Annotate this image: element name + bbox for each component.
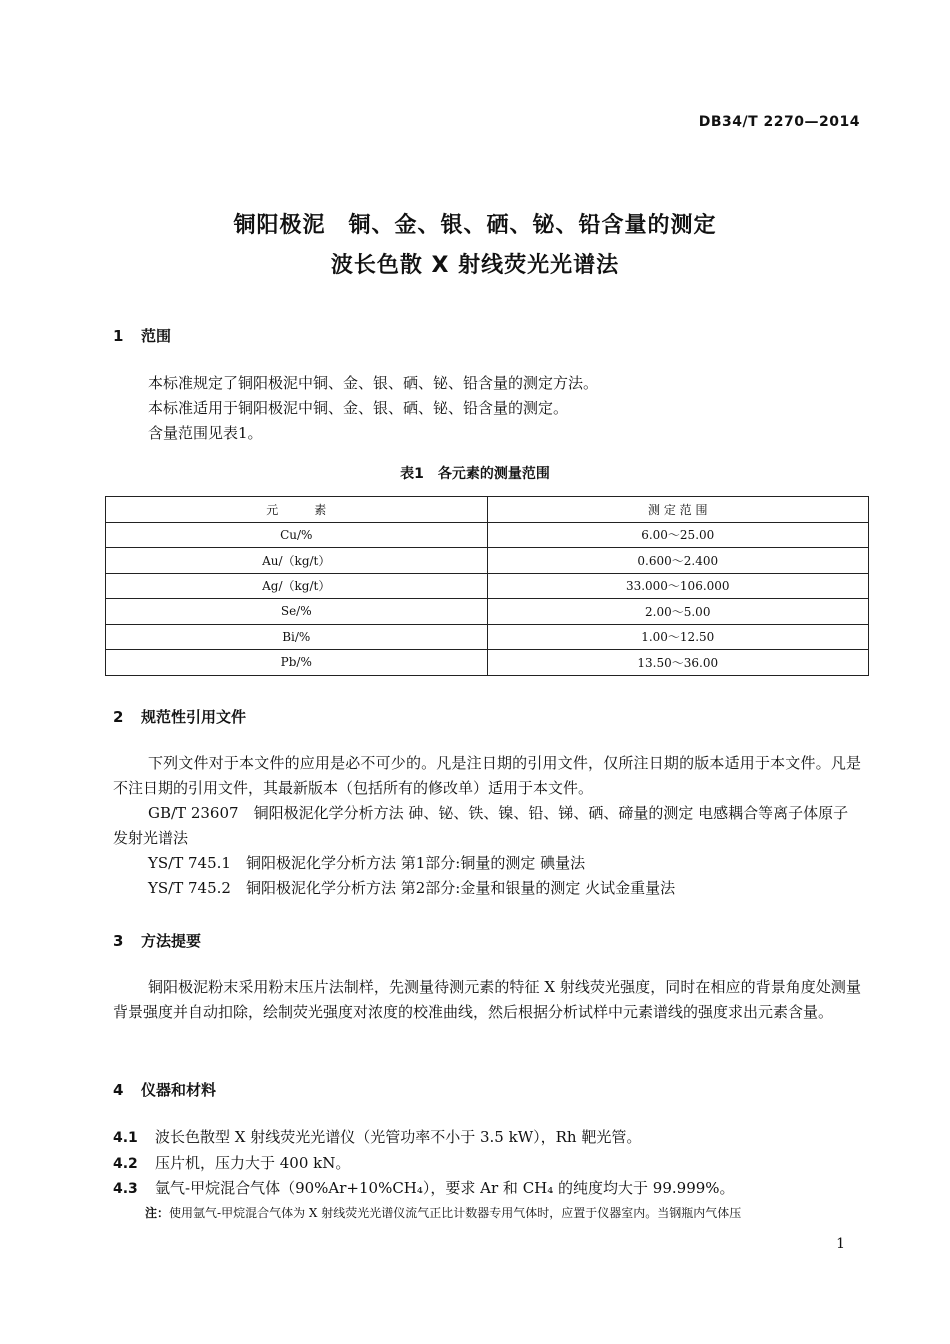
note	[145, 1204, 741, 1221]
cell-element: Ag/（kg/t）	[106, 573, 488, 599]
reference-title: 铜阳极泥化学分析方法 第1部分:铜量的测定 碘量法	[245, 854, 586, 872]
table-row	[106, 624, 869, 650]
page-number: 1	[836, 1236, 845, 1252]
section-title: 仪器和材料	[141, 1081, 217, 1099]
section-number: 1	[113, 327, 124, 345]
document-title-line2: 波长色散 X 射线荧光光谱法	[330, 253, 620, 278]
item-number: 4.3	[113, 1181, 138, 1197]
section-number: 4	[113, 1081, 124, 1099]
reference-title: 铜阳极泥化学分析方法 砷、铋、铁、镍、铅、锑、硒、碲量的测定 电感耦合等离子体原子发射光谱法	[113, 804, 849, 847]
reference-title: 铜阳极泥化学分析方法 第2部分:金量和银量的测定 火试金重量法	[245, 879, 676, 897]
cell-range: 0.600～2.400	[487, 548, 869, 574]
cell-range: 2.00～5.00	[487, 599, 869, 625]
reference-code: GB/T 23607	[148, 804, 239, 822]
table-row	[106, 522, 869, 548]
table-header-row	[106, 497, 869, 523]
cell-element: Bi/%	[106, 624, 488, 650]
item-number: 4.1	[113, 1130, 138, 1146]
reference-code: YS/T 745.1	[148, 854, 231, 872]
section-title: 方法提要	[141, 932, 202, 950]
cell-range: 6.00～25.00	[487, 522, 869, 548]
section-2-heading	[113, 706, 246, 727]
section-title: 规范性引用文件	[141, 708, 247, 726]
list-item	[113, 1125, 641, 1151]
item-text: 波长色散型 X 射线荧光光谱仪（光管功率不小于 3.5 kW），Rh 靶光管。	[155, 1128, 642, 1146]
document-code: DB34/T 2270—2014	[698, 114, 860, 130]
item-number: 4.2	[113, 1156, 138, 1172]
table-row	[106, 650, 869, 676]
paragraph: 下列文件对于本文件的应用是必不可少的。凡是注日期的引用文件，仅所注日期的版本适用于本文件。凡是不注日期的引用文件，其最新版本（包括所有的修改单）适用于本文件。	[113, 754, 861, 797]
cell-element: Pb/%	[106, 650, 488, 676]
list-item	[113, 1176, 735, 1202]
paragraph: 本标准适用于铜阳极泥中铜、金、银、硒、铋、铅含量的测定。	[148, 399, 569, 417]
section-1-heading	[113, 325, 171, 346]
section-number: 3	[113, 932, 124, 950]
paragraph: 铜阳极泥粉末采用粉末压片法制样，先测量待测元素的特征 X 射线荧光强度，同时在相应的背景角度处测量背景强度并自动扣除，绘制荧光强度对浓度的校准曲线，然后根据分析试样中元素谱线的强度求出元素含量。	[113, 978, 861, 1021]
cell-element: Cu/%	[106, 522, 488, 548]
cell-range: 33.000～106.000	[487, 573, 869, 599]
note-label: 注：	[145, 1206, 170, 1220]
document-title-line1: 铜阳极泥 铜、金、银、硒、铋、铅含量的测定	[233, 213, 717, 238]
table-row	[106, 548, 869, 574]
paragraph: 本标准规定了铜阳极泥中铜、金、银、硒、铋、铅含量的测定方法。	[148, 374, 599, 392]
cell-element: Se/%	[106, 599, 488, 625]
cell-range: 1.00～12.50	[487, 624, 869, 650]
reference-code: YS/T 745.2	[148, 879, 231, 897]
note-text: 使用氩气-甲烷混合气体为 X 射线荧光光谱仪流气正比计数器专用气体时，应置于仪器室内。当钢瓶内气体压	[169, 1206, 742, 1220]
column-header-element: 元 素	[106, 497, 488, 523]
range-table	[105, 496, 869, 676]
list-item	[113, 1151, 350, 1177]
paragraph: 含量范围见表1。	[148, 424, 263, 442]
cell-range: 13.50～36.00	[487, 650, 869, 676]
table-row	[106, 573, 869, 599]
table-caption: 表1 各元素的测量范围	[400, 466, 550, 482]
section-number: 2	[113, 708, 124, 726]
cell-element: Au/（kg/t）	[106, 548, 488, 574]
item-text: 压片机，压力大于 400 kN。	[155, 1154, 351, 1172]
reference-item	[113, 851, 861, 876]
section-title: 范围	[141, 327, 172, 345]
column-header-range: 测 定 范 围	[487, 497, 869, 523]
reference-item	[113, 876, 861, 901]
item-text: 氩气-甲烷混合气体（90%Ar+10%CH₄），要求 Ar 和 CH₄ 的纯度均大于 99.999%。	[155, 1179, 735, 1197]
section-3-heading	[113, 930, 201, 951]
section-4-heading	[113, 1079, 216, 1100]
reference-item	[113, 801, 861, 851]
table-row	[106, 599, 869, 625]
